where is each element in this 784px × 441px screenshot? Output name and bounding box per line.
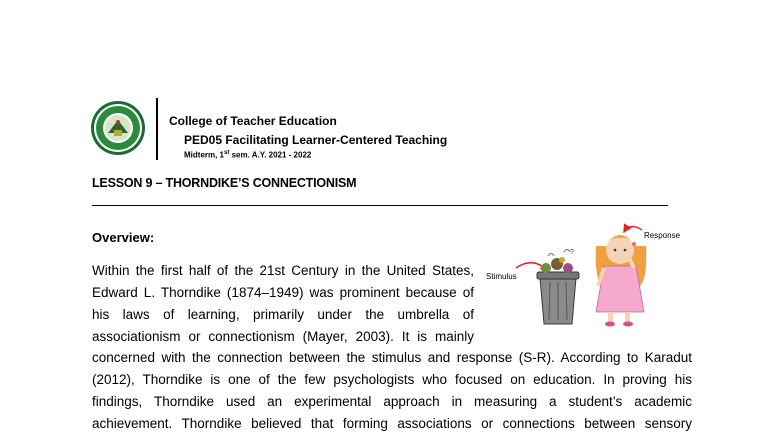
stimulus-label: Stimulus xyxy=(486,272,517,281)
term-sup: st xyxy=(224,150,230,156)
college-name: College of Teacher Education xyxy=(169,114,337,128)
term-prefix: Midterm, 1 xyxy=(184,150,225,160)
course-title: PED05 Facilitating Learner-Centered Teaching xyxy=(184,133,448,147)
response-arrow xyxy=(624,226,642,232)
response-label: Response xyxy=(644,231,681,240)
term-info xyxy=(184,150,311,160)
svg-text:?: ? xyxy=(570,249,574,256)
title-underline xyxy=(92,205,668,206)
overview-heading: Overview: xyxy=(92,230,155,245)
paragraph-line: (2012), Thorndike is one of the few psychologists who focused on education. In proving his xyxy=(92,372,692,387)
university-seal-logo xyxy=(90,100,146,156)
term-suffix: sem. A.Y. 2021 - 2022 xyxy=(229,150,312,160)
header-divider xyxy=(156,98,158,160)
paragraph-line: his laws of learning, primarily under the umbrella of xyxy=(92,307,474,322)
paragraph-line: Edward L. Thorndike (1874–1949) was prominent because of xyxy=(92,285,474,300)
paragraph-line: concerned with the connection between the stimulus and response (S-R). According to Karadut xyxy=(92,350,692,365)
trash-can-drawing xyxy=(537,249,579,324)
girl-drawing xyxy=(596,235,647,327)
paragraph-line: findings, Thorndike used an experimental approach in measuring a student’s academic xyxy=(92,394,692,409)
paragraph-line: associationism or connectionism (Mayer, 2003). It is mainly xyxy=(92,329,474,344)
stimulus-response-illustration xyxy=(478,216,698,334)
paragraph-line: Within the first half of the 21st Century in the United States, xyxy=(92,263,474,278)
lesson-title: LESSON 9 – THORNDIKE’S CONNECTIONISM xyxy=(92,176,357,190)
paragraph-line: achievement. Thorndike believed that forming associations or connections between sensory xyxy=(92,416,692,431)
